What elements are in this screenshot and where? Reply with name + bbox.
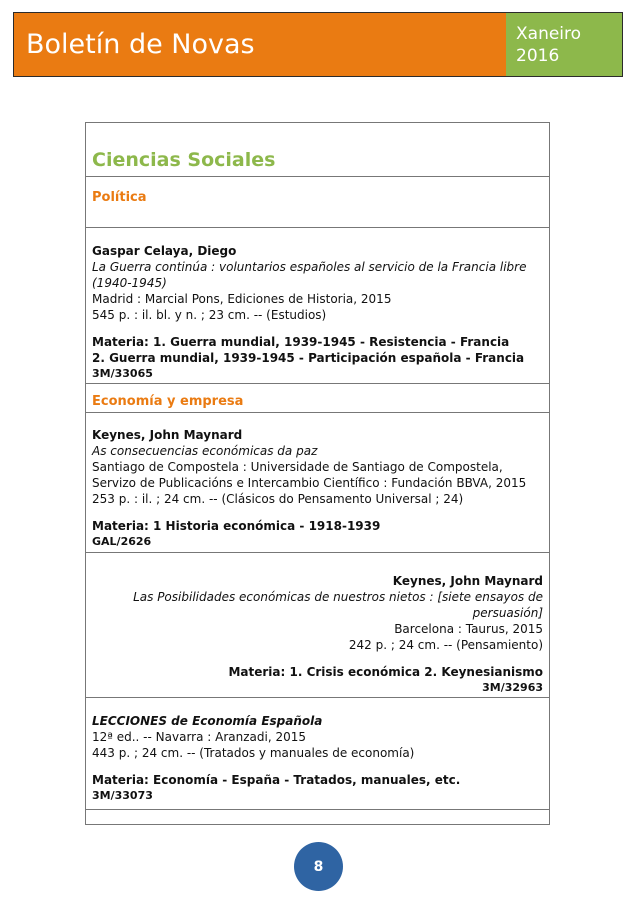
catalog-entry xyxy=(86,413,549,553)
subsection-title-politica: Política xyxy=(92,190,147,205)
entry-call-number: 3M/33073 xyxy=(92,789,153,802)
subsection-row-economia xyxy=(86,384,549,413)
subsection-row-politica xyxy=(86,177,549,228)
entry-author: LECCIONES de Economía Española xyxy=(92,714,323,728)
entry-imprint: Madrid : Marcial Pons, Ediciones de Historia, 2015 xyxy=(92,292,392,306)
entry-title: Las Posibilidades económicas de nuestros nietos : [siete ensayos de persuasión] xyxy=(133,590,543,620)
entry-edition: 12ª ed.. -- Navarra : Aranzadi, 2015 xyxy=(92,730,306,744)
entry-author: Keynes, John Maynard xyxy=(392,574,543,588)
entry-extent: 242 p. ; 24 cm. -- (Pensamiento) xyxy=(348,638,543,652)
section-title: Ciencias Sociales xyxy=(92,149,276,171)
issue-month: Xaneiro xyxy=(516,24,582,44)
entry-extent: 443 p. ; 24 cm. -- (Tratados y manuales de economía) xyxy=(92,746,415,760)
entry-call-number: 3M/32963 xyxy=(482,681,543,694)
subsection-title-economia: Economía y empresa xyxy=(92,394,244,409)
entry-imprint: Santiago de Compostela : Universidade de Santiago de Compostela, Servizo de Publicacións e Intercambio Científico : Fundación BBVA, 2015 xyxy=(92,460,527,490)
issue-year: 2016 xyxy=(516,46,560,66)
entry-extent: 545 p. : il. bl. y n. ; 23 cm. -- (Estudios) xyxy=(92,308,327,322)
catalog-entry xyxy=(86,698,549,810)
newsletter-title: Boletín de Novas xyxy=(14,13,506,76)
entry-title: La Guerra continúa : voluntarios españoles al servicio de la Francia libre (1940-1945) xyxy=(92,260,527,290)
entry-extent: 253 p. : il. ; 24 cm. -- (Clásicos do Pensamento Universal ; 24) xyxy=(92,492,464,506)
issue-date xyxy=(506,13,622,76)
section-header-row xyxy=(86,123,549,177)
entry-subject-2: 2. Guerra mundial, 1939-1945 - Participación española - Francia xyxy=(92,351,525,365)
page-number: 8 xyxy=(294,842,343,891)
newsletter-header xyxy=(13,12,623,77)
entry-title: As consecuencias económicas da paz xyxy=(92,444,318,458)
catalog-entry xyxy=(86,553,549,698)
catalog-table xyxy=(85,122,550,825)
entry-author: Gaspar Celaya, Diego xyxy=(92,244,237,258)
entry-imprint: Barcelona : Taurus, 2015 xyxy=(394,622,543,636)
catalog-entry xyxy=(86,228,549,384)
entry-subject: Materia: 1 Historia económica - 1918-1939 xyxy=(92,519,381,533)
entry-author: Keynes, John Maynard xyxy=(92,428,243,442)
entry-subject: Materia: 1. Guerra mundial, 1939-1945 - Resistencia - Francia xyxy=(92,335,510,349)
entry-call-number: GAL/2626 xyxy=(92,535,152,548)
entry-subject: Materia: 1. Crisis económica 2. Keynesianismo xyxy=(228,665,543,679)
entry-subject: Materia: Economía - España - Tratados, manuales, etc. xyxy=(92,773,461,787)
entry-call-number: 3M/33065 xyxy=(92,367,153,380)
